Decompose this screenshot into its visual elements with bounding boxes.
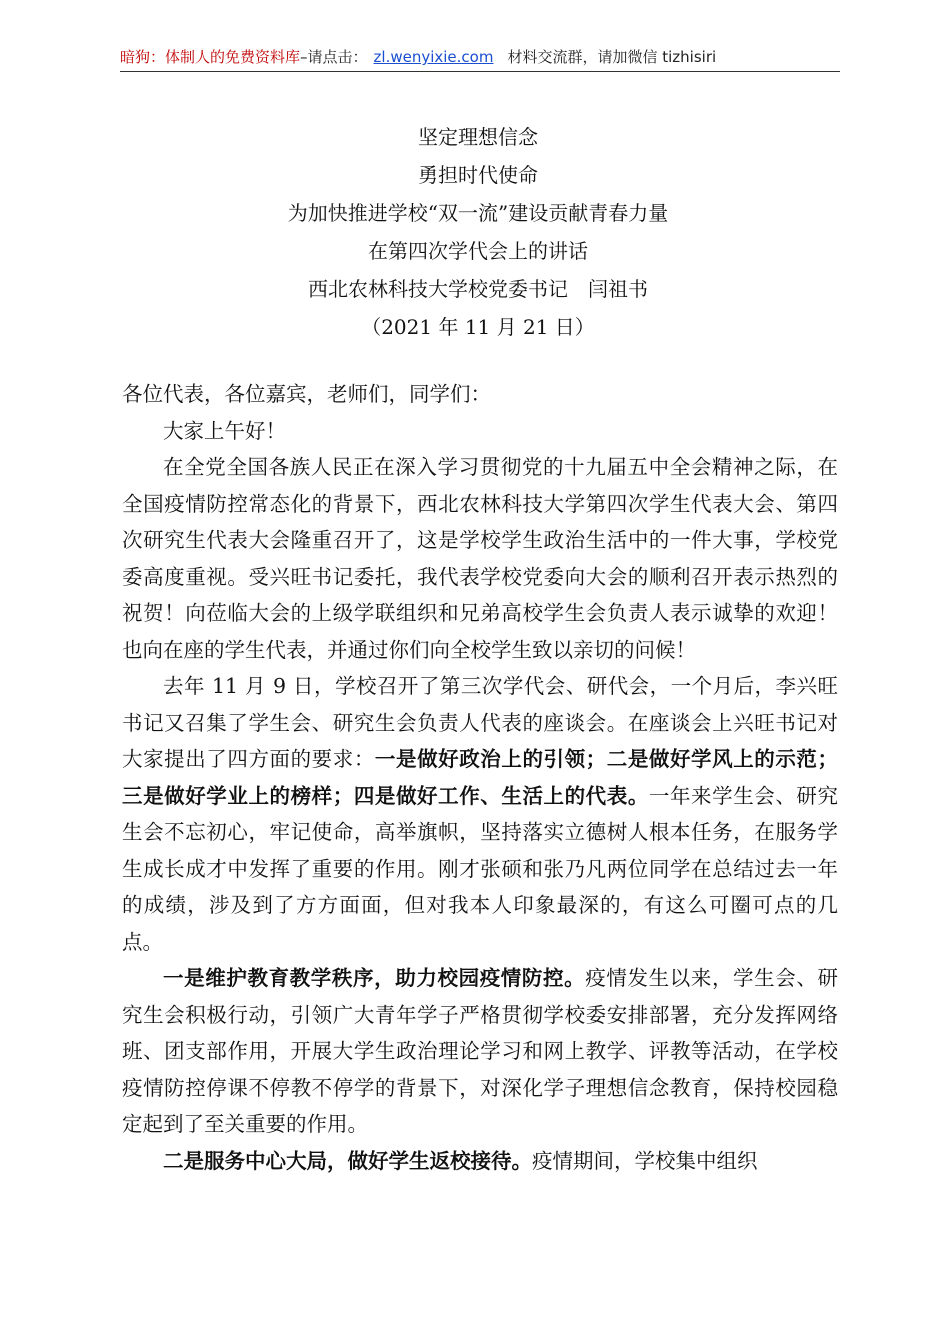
paragraph-3 bbox=[122, 960, 838, 1143]
page-header bbox=[120, 46, 840, 68]
paragraph-4-text: 疫情期间，学校集中组织 bbox=[532, 1148, 758, 1173]
paragraph-2 bbox=[122, 668, 838, 960]
paragraph-4 bbox=[122, 1143, 838, 1180]
speech-date: （2021 年 11 月 21 日） bbox=[361, 315, 595, 339]
paragraph-4-heading: 二是服务中心大局，做好学生返校接待。 bbox=[163, 1148, 532, 1173]
greeting: 大家上午好！ bbox=[163, 418, 286, 443]
salutation: 各位代表，各位嘉宾，老师们，同学们： bbox=[122, 382, 491, 406]
speech-body bbox=[122, 376, 838, 1179]
header-divider bbox=[120, 71, 840, 72]
speaker-line: 西北农林科技大学校党委书记 闫祖书 bbox=[308, 277, 648, 301]
paragraph-3-heading: 一是维护教育教学秩序，助力校园疫情防控。 bbox=[163, 966, 586, 990]
paragraph-2-requirements: 一是做好政治上的引领；二是做好学风上的示范；三是做好学业上的榜样；四是做好工作、生活上的代表。 bbox=[122, 747, 839, 808]
paragraph-1: 在全党全国各族人民正在深入学习贯彻党的十九届五中全会精神之际，在全国疫情防控常态化的背景下，西北农林科技大学第四次学生代表大会、第四次研究生代表大会隆重召开了，这是学校学生政治生活中的一件大事，学校党委高度重视。受兴旺书记委托，我代表学校党委向大会的顺利召开表示热烈的祝贺！向莅临大会的上级学联组织和兄弟高校学生会负责人表示诚挚的欢迎！也向在座的学生代表，并通过你们向全校学生致以亲切的问候！ bbox=[122, 455, 838, 662]
paragraph-2-rest: 一年来学生会、研究生会不忘初心，牢记使命，高举旗帜，坚持落实立德树人根本任务，在服务学生成长成才中发挥了重要的作用。刚才张硕和张乃凡两位同学在总结过去一年的成绩，涉及到了方方面面，但对我本人印象最深的，有这么可圈可点的几点。 bbox=[122, 783, 839, 954]
header-link[interactable]: zl.wenyixie.com bbox=[373, 48, 494, 66]
paragraph-2-intro: 去年 11 月 9 日，学校召开了第三次学代会、研代会，一个月后，李兴旺书记又召集了学生会、研究生会负责人代表的座谈会。在座谈会上兴旺书记对大家提出了四方面的要求： bbox=[122, 674, 838, 771]
paragraph-3-text: 疫情发生以来，学生会、研究生会积极行动，引领广大青年学子严格贯彻学校委安排部署，充分发挥网络班、团支部作用，开展大学生政治理论学习和网上教学、评教等活动，在学校疫情防控停课不停教不停学的背景下，对深化学子理想信念教育，保持校园稳定起到了至关重要的作用。 bbox=[122, 966, 839, 1136]
header-brand: 暗狗：体制人的免费资料库 bbox=[120, 48, 301, 66]
title-line-2: 勇担时代使命 bbox=[418, 163, 538, 187]
header-click-prefix: –请点击： bbox=[300, 48, 368, 66]
title-line-1: 坚定理想信念 bbox=[418, 125, 538, 149]
title-line-4: 在第四次学代会上的讲话 bbox=[368, 239, 588, 263]
title-line-3: 为加快推进学校“双一流”建设贡献青春力量 bbox=[287, 201, 669, 225]
title-block bbox=[120, 118, 836, 346]
header-contact: 材料交流群，请加微信 tizhisiri bbox=[507, 48, 717, 66]
